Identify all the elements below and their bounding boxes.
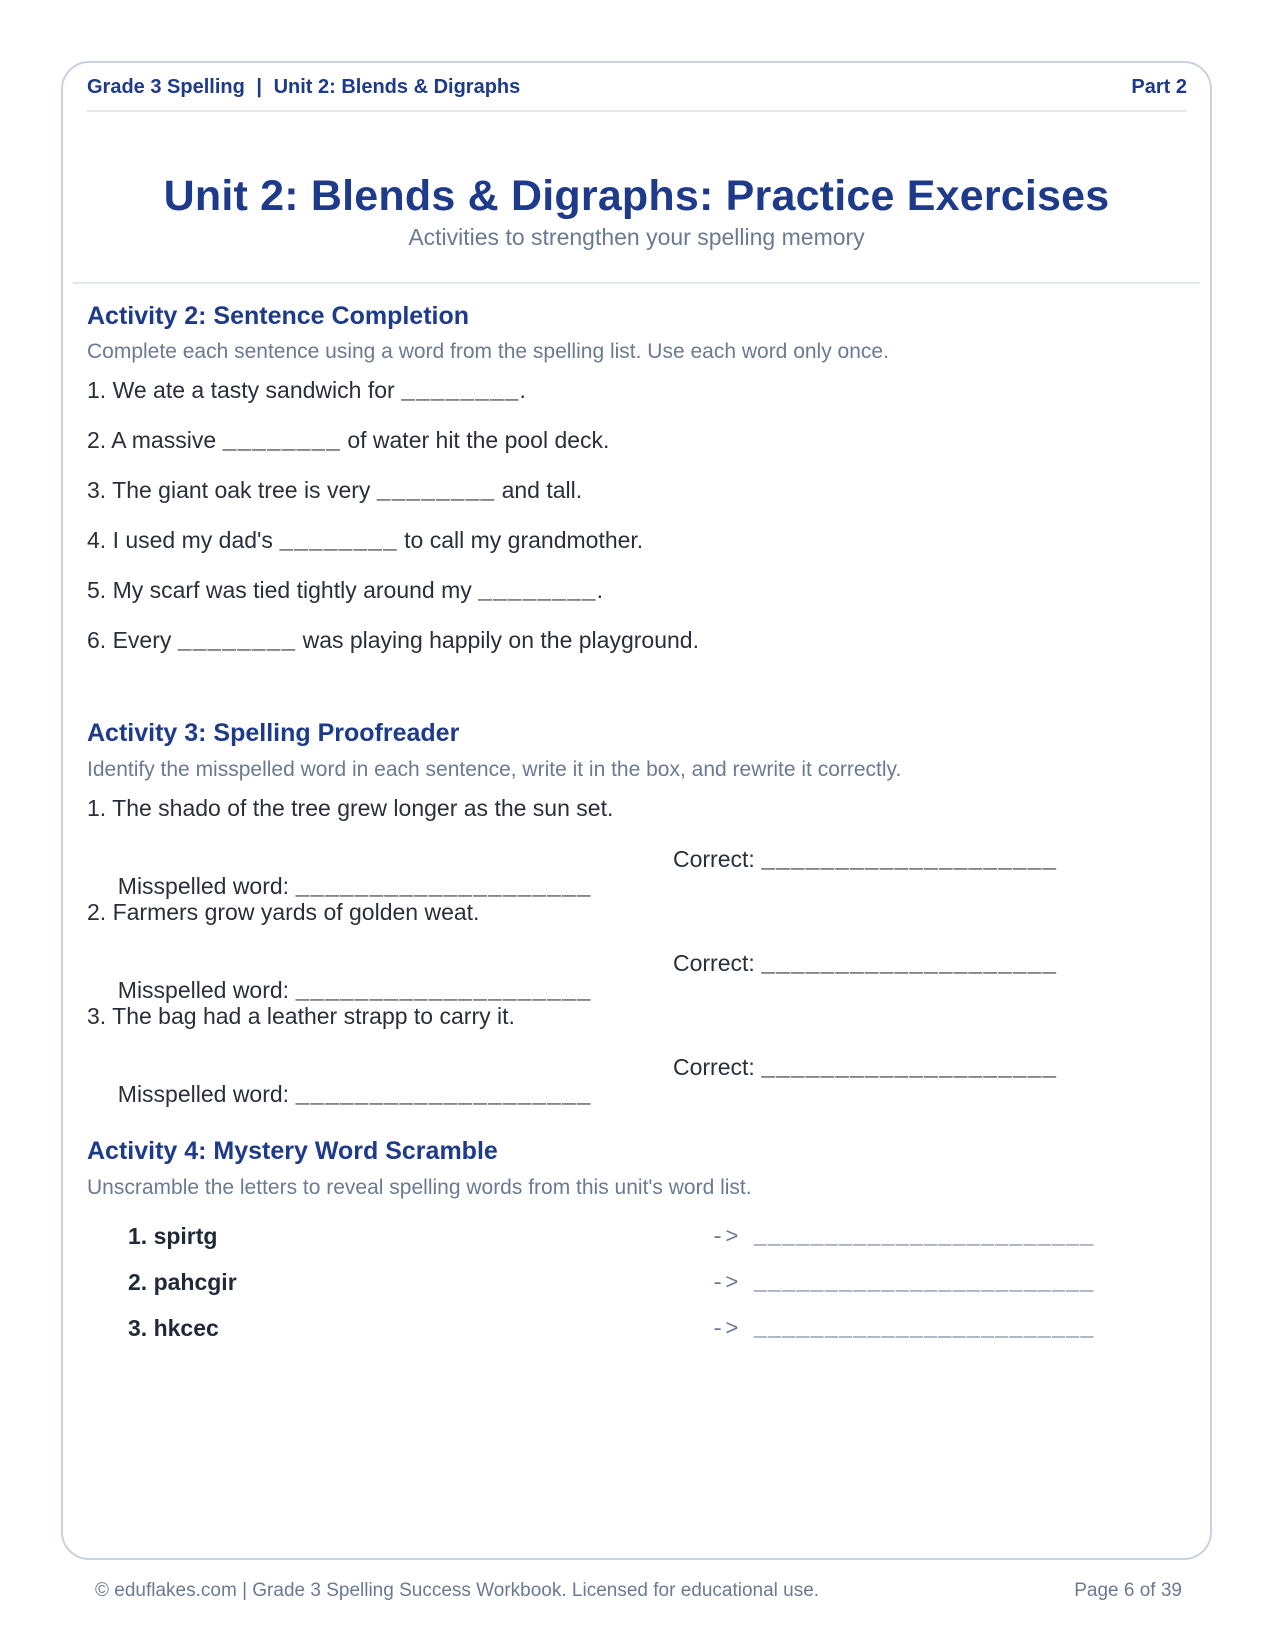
- correct-label: Correct:: [673, 950, 762, 976]
- misspelled-label: Misspelled word:: [117, 1081, 296, 1107]
- page-subtitle: Activities to strengthen your spelling memory: [408, 224, 865, 250]
- proofread-sentence: 2. Farmers grow yards of golden weat.: [87, 899, 480, 925]
- header-part: Part 2: [1131, 76, 1187, 98]
- activity3-title: Activity 3: Spelling Proofreader: [87, 719, 460, 747]
- sentence-item: [87, 427, 609, 455]
- sentence-blank[interactable]: ________: [279, 529, 398, 555]
- activity2-title: Activity 2: Sentence Completion: [87, 302, 470, 330]
- scramble-blank[interactable]: ________________________: [753, 1225, 1095, 1250]
- correct-label: Correct:: [673, 1054, 762, 1080]
- title-divider: [73, 282, 1200, 284]
- misspelled-label: Misspelled word:: [117, 977, 296, 1003]
- sentence-blank[interactable]: ________: [177, 629, 297, 655]
- scramble-word: 1. spirtg: [128, 1223, 218, 1249]
- sentence-item: [87, 627, 699, 655]
- misspelled-blank[interactable]: ____________________: [295, 979, 592, 1005]
- sentence-item: [87, 527, 643, 555]
- proofread-answer-row: [105, 1054, 1058, 1136]
- proofread-sentence: 3. The bag had a leather strapp to carry it.: [87, 1003, 515, 1029]
- correct-blank[interactable]: ____________________: [761, 848, 1058, 874]
- header-separator: |: [256, 76, 262, 98]
- activity2-description: Complete each sentence using a word from the spelling list. Use each word only once.: [87, 340, 889, 363]
- sentence-blank[interactable]: ________: [222, 429, 341, 455]
- correct-field: [673, 846, 1057, 874]
- arrow-icon: ->: [711, 1317, 740, 1342]
- misspelled-blank[interactable]: ____________________: [295, 1083, 592, 1109]
- sentence-item: [87, 377, 526, 405]
- correct-field: [673, 1054, 1057, 1082]
- proofread-sentence: 1. The shado of the tree grew longer as the sun set.: [87, 795, 614, 821]
- sentence-text: of water hit the pool deck.: [340, 427, 610, 453]
- correct-blank[interactable]: ____________________: [761, 1056, 1058, 1082]
- sentence-blank[interactable]: ________: [376, 479, 496, 505]
- activity3-description: Identify the misspelled word in each sentence, write it in the box, and rewrite it correctly.: [87, 758, 902, 781]
- sentence-item: [87, 577, 603, 605]
- footer-page-number: Page 6 of 39: [1074, 1580, 1182, 1601]
- sentence-text: 4. I used my dad's: [87, 527, 280, 553]
- scramble-answer[interactable]: [711, 1225, 1094, 1250]
- sentence-blank[interactable]: ________: [478, 579, 597, 605]
- title-block: [73, 170, 1200, 251]
- header-course: Grade 3 Spelling: [87, 76, 245, 98]
- sentence-text: 5. My scarf was tied tightly around my: [87, 577, 479, 603]
- scramble-blank[interactable]: ________________________: [753, 1271, 1095, 1296]
- header-unit: Unit 2: Blends & Digraphs: [273, 76, 521, 98]
- sentence-text: to call my grandmother.: [397, 527, 644, 553]
- scramble-blank[interactable]: ________________________: [753, 1317, 1095, 1342]
- scramble-word: 2. pahcgir: [128, 1269, 237, 1295]
- activity4-title: Activity 4: Mystery Word Scramble: [87, 1137, 498, 1165]
- correct-label: Correct:: [673, 846, 762, 872]
- sentence-text: .: [596, 577, 603, 603]
- misspelled-label: Misspelled word:: [117, 873, 296, 899]
- footer-copyright: © eduflakes.com | Grade 3 Spelling Success Workbook. Licensed for educational use.: [95, 1580, 820, 1601]
- sentence-text: 3. The giant oak tree is very: [87, 477, 377, 503]
- running-header: [87, 76, 1187, 112]
- sentence-item: [87, 477, 582, 505]
- activity4-description: Unscramble the letters to reveal spelling words from this unit's word list.: [87, 1176, 752, 1199]
- arrow-icon: ->: [711, 1225, 740, 1250]
- sentence-text: 6. Every: [87, 627, 178, 653]
- header-left: [87, 76, 520, 99]
- sentence-text: .: [519, 377, 526, 403]
- scramble-answer[interactable]: [711, 1317, 1094, 1342]
- misspelled-blank[interactable]: ____________________: [295, 875, 592, 901]
- sentence-text: was playing happily on the playground.: [296, 627, 699, 653]
- correct-field: [673, 950, 1057, 978]
- scramble-word: 3. hkcec: [128, 1315, 219, 1341]
- sentence-blank[interactable]: ________: [401, 379, 520, 405]
- sentence-text: 2. A massive: [87, 427, 223, 453]
- sentence-text: 1. We ate a tasty sandwich for: [87, 377, 402, 403]
- arrow-icon: ->: [711, 1271, 740, 1296]
- sentence-text: and tall.: [495, 477, 583, 503]
- scramble-answer[interactable]: [711, 1271, 1094, 1296]
- correct-blank[interactable]: ____________________: [761, 952, 1058, 978]
- page-title: Unit 2: Blends & Digraphs: Practice Exercises: [163, 172, 1110, 220]
